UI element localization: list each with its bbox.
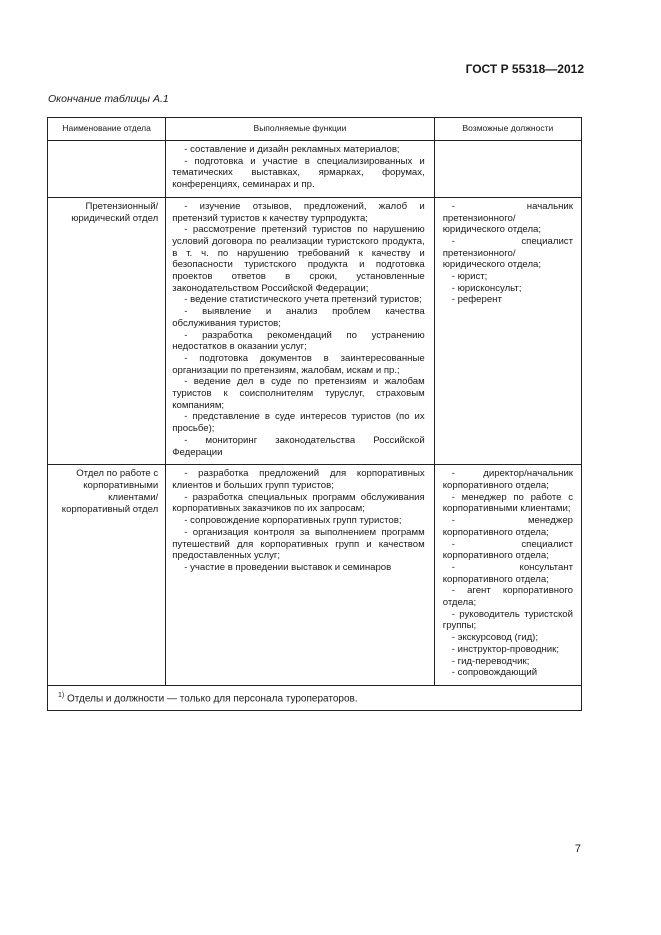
position-item: - сопровождающий — [451, 667, 538, 679]
position-item: - директор/начальник корпоративного отдела; — [442, 468, 573, 491]
function-item: - организация контроля за выполнением программ путешествий для корпоративных групп и качеством предоставленных услуг; — [172, 526, 425, 562]
table-row — [48, 141, 582, 198]
function-item: - сопровождение корпоративных групп туристов; — [184, 515, 402, 527]
position-item: - экскурсовод (гид); — [451, 632, 539, 644]
function-item: - разработка рекомендаций по устранению недостатков в оказании услуг; — [172, 329, 425, 353]
function-item: - подготовка документов в заинтересованные организации по претензиям, жалобам, искам и пр.; — [172, 352, 425, 376]
position-item: - специалист корпоративного отдела; — [442, 538, 573, 562]
function-item: - представление в суде интересов туристов (по их просьбе); — [172, 411, 425, 435]
function-item: - подготовка и участие в специализированных и тематических выставках, ярмарках, форумах, конференциях, семинарах и пр. — [172, 155, 425, 191]
function-item: - разработка специальных программ обслуживания корпоративных заказчиков по их запросам; — [172, 491, 425, 515]
department-cell: Претензионный/ юридический отдел — [48, 197, 166, 464]
position-item: - специалист претензионного/юридического отдела; — [442, 235, 573, 271]
standard-designation: ГОСТ Р 55318—2012 — [465, 62, 584, 76]
function-item: - участие в проведении выставок и семинаров — [184, 561, 392, 573]
footnote-mark: 1) — [58, 691, 65, 699]
footnote-row — [48, 685, 582, 710]
functions-cell — [166, 465, 435, 686]
table-header-row — [48, 118, 582, 141]
table-row — [48, 465, 582, 686]
table-row — [48, 197, 582, 464]
positions-cell — [434, 197, 581, 464]
table-caption: Окончание таблицы А.1 — [48, 93, 169, 105]
position-item: - руководитель туристской группы; — [442, 608, 573, 632]
positions-cell — [434, 141, 581, 198]
function-item: - составление и дизайн рекламных материалов; — [184, 144, 400, 155]
column-header-functions: Выполняемые функции — [166, 118, 435, 141]
department-cell: Отдел по работе с корпоративными клиентами/корпоративный отдел — [48, 465, 166, 686]
position-item: - консультант корпоративного отдела; — [442, 561, 573, 585]
position-item: - менеджер по работе с корпоративными клиентами; — [442, 491, 573, 515]
function-item: - выявление и анализ проблем качества обслуживания туристов; — [172, 306, 425, 329]
position-item: - менеджер корпоративного отдела; — [442, 515, 573, 538]
department-cell — [48, 141, 166, 198]
function-item: - ведение статистического учета претензий туристов; — [184, 294, 422, 306]
function-item: - ведение дел в суде по претензиям и жалобам туристов к соисполнителям туруслуг, страховым компаниям; — [172, 376, 425, 411]
functions-cell — [166, 141, 435, 198]
functions-table — [47, 117, 582, 711]
position-item: - юрисконсульт; — [451, 282, 522, 294]
position-item: - агент корпоративного отдела; — [442, 585, 573, 609]
positions-cell — [434, 465, 581, 686]
page-number: 7 — [574, 843, 581, 855]
position-item: - гид-переводчик; — [451, 655, 530, 667]
column-header-positions: Возможные должности — [434, 118, 581, 141]
function-item: - рассмотрение претензий туристов по нарушению условий договора по реализации туристского продукта, в т. ч. по нарушению требований к качеству и безопасности туристского продукта и подготовка проектов ответов в сроки, установленные законодательством Российской Федерации; — [172, 224, 425, 294]
position-item: - инструктор-проводник; — [451, 643, 560, 655]
function-item: - разработка предложений для корпоративных клиентов и больших групп туристов; — [172, 468, 425, 491]
footnote-text: Отделы и должности — только для персонала туроператоров. — [67, 693, 358, 705]
function-item: - мониторинг законодательства Российской Федерации — [172, 434, 425, 458]
function-item: - изучение отзывов, предложений, жалоб и претензий туристов к качеству турпродукта; — [172, 200, 425, 224]
footnote — [48, 685, 582, 710]
position-item: - референт — [451, 294, 502, 306]
position-item: - начальник претензионного/юридического отдела; — [442, 200, 573, 236]
column-header-department: Наименование отдела — [48, 118, 166, 141]
functions-cell — [166, 197, 435, 464]
position-item: - юрист; — [451, 271, 488, 283]
